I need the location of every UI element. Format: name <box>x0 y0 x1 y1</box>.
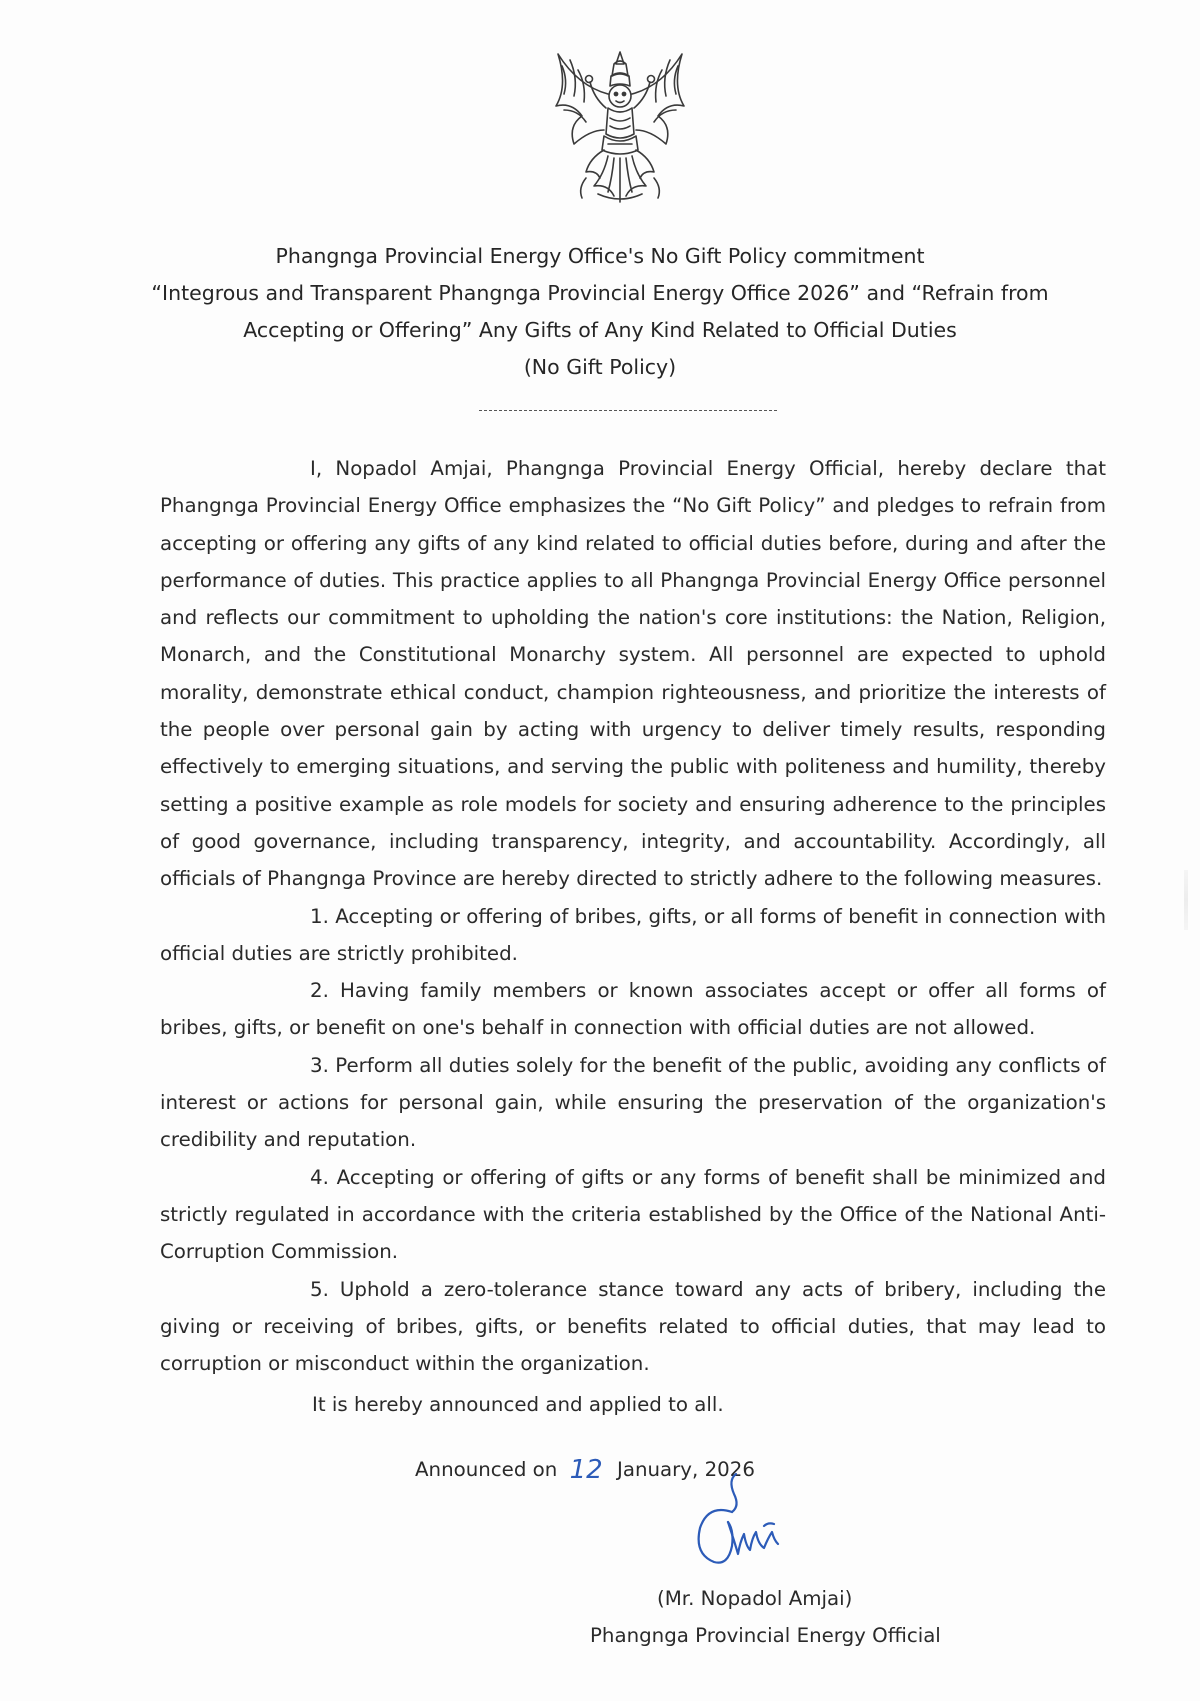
announced-suffix: January, 2026 <box>617 1458 755 1481</box>
signer-title: Phangnga Provincial Energy Official <box>590 1624 941 1647</box>
signer-name: (Mr. Nopadol Amjai) <box>657 1587 853 1610</box>
declaration-paragraph: I, Nopadol Amjai, Phangnga Provincial Energy Official, hereby declare that Phangnga Provincial Energy Office emphasizes the “No Gift Policy” and pledges to refrain from accepting or offering any gifts of any kind related to official duties before, during and after the performance of duties. This practice applies to all Phangnga Provincial Energy Office personnel and reflects our commitment to upholding the nation's core institutions: the Nation, Religion, Monarch, and the Constitutional Monarchy system. All personnel are expected to uphold morality, demonstrate ethical conduct, champion righteousness, and prioritize the interests of the people over personal gain by acting with urgency to deliver timely results, responding effectively to emerging situations, and serving the public with politeness and humility, thereby setting a positive example as role models for society and ensuring adherence to the principles of good governance, including transparency, integrity, and accountability. Accordingly, all officials of Phangnga Province are hereby directed to strictly adhere to the following measures. <box>160 457 1106 891</box>
scan-artifact <box>1184 870 1188 930</box>
announced-prefix: Announced on <box>415 1458 558 1481</box>
announced-day-handwritten: 12 <box>569 1455 603 1485</box>
garuda-emblem-icon <box>538 46 703 206</box>
measure-item: 1. Accepting or offering of bribes, gifts, or all forms of benefit in connection with official duties are strictly prohibited. <box>160 904 1106 965</box>
measure-item: 2. Having family members or known associates accept or offer all forms of bribes, gifts, or benefit on one's behalf in connection with official duties are not allowed. <box>160 979 1106 1040</box>
title-line: (No Gift Policy) <box>523 355 677 379</box>
title-line: Phangnga Provincial Energy Office's No Gift Policy commitment <box>275 244 925 268</box>
measure-item: 3. Perform all duties solely for the benefit of the public, avoiding any conflicts of interest or actions for personal gain, while ensuring the preservation of the organization's credibility and reputation. <box>160 1053 1106 1152</box>
title-line: Accepting or Offering” Any Gifts of Any Kind Related to Official Duties <box>243 318 957 342</box>
measure-item: 5. Uphold a zero-tolerance stance toward any acts of bribery, including the giving or receiving of bribes, gifts, or benefits related to official duties, that may lead to corruption or misconduct within the organization. <box>160 1277 1106 1376</box>
title-divider <box>479 410 777 411</box>
document-title <box>140 238 1060 386</box>
handwritten-signature-icon <box>688 1470 798 1590</box>
title-line: “Integrous and Transparent Phangnga Provincial Energy Office 2026” and “Refrain from <box>151 281 1049 305</box>
document-body <box>160 450 1106 1382</box>
measure-item: 4. Accepting or offering of gifts or any forms of benefit shall be minimized and strictly regulated in accordance with the criteria established by the Office of the National Anti-Corruption Commission. <box>160 1165 1106 1264</box>
closing-statement: It is hereby announced and applied to all. <box>312 1393 724 1416</box>
